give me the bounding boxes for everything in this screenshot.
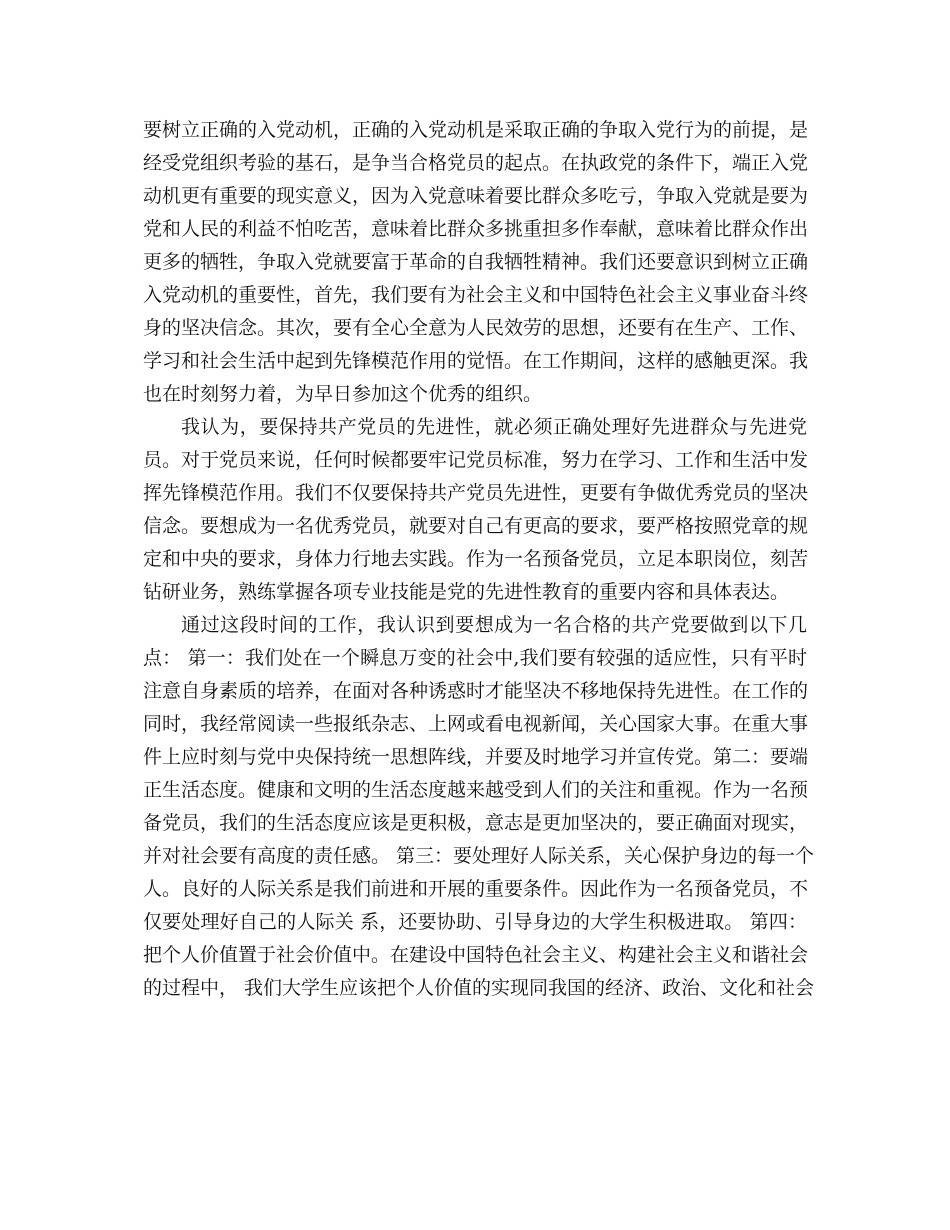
text-line: 员。对于党员来说，任何时候都要牢记党员标准，努力在学习、工作和生活中发 <box>143 449 809 471</box>
text-line: 件上应时刻与党中央保持统一思想阵线，并要及时地学习并宣传党。第二：要端 <box>143 746 809 768</box>
paragraph-2 <box>143 411 807 609</box>
paragraph-3 <box>143 609 815 1005</box>
text-line: 定和中央的要求，身体力行地去实践。作为一名预备党员，立足本职岗位，刻苦 <box>143 548 809 570</box>
text-line: 我认为，要保持共产党员的先进性，就必须正确处理好先进群众与先进党 <box>181 416 807 438</box>
document-body <box>143 114 815 1005</box>
text-line: 也在时刻努力着，为早日参加这个优秀的组织。 <box>143 383 543 405</box>
text-line: 把个人价值置于社会价值中。在建设中国特色社会主义、构建社会主义和谐社会 <box>143 944 809 966</box>
text-line: 注意自身素质的培养，在面对各种诱惑时才能坚决不移地保持先进性。在工作的 <box>143 680 809 702</box>
text-line: 挥先锋模范作用。我们不仅要保持共产党员先进性，更要有争做优秀党员的坚决 <box>143 482 809 504</box>
paragraph-1 <box>143 114 807 411</box>
text-line: 正生活态度。健康和文明的生活态度越来越受到人们的关注和重视。作为一名预 <box>143 779 809 801</box>
text-line: 点： 第一：我们处在一个瞬息万变的社会中,我们要有较强的适应性，只有平时 <box>143 647 807 669</box>
text-line: 身的坚决信念。其次，要有全心全意为人民效劳的思想，还要有在生产、工作、 <box>143 317 809 339</box>
text-line: 信念。要想成为一名优秀党员，就要对自己有更高的要求，要严格按照党章的规 <box>143 515 809 537</box>
text-line: 更多的牺牲，争取入党就要富于革命的自我牺牲精神。我们还要意识到树立正确 <box>143 251 809 273</box>
text-line: 备党员，我们的生活态度应该是更积极，意志是更加坚决的，要正确面对现实， <box>143 812 809 834</box>
text-line: 党和人民的利益不怕吃苦，意味着比群众多挑重担多作奉献，意味着比群众作出 <box>143 218 809 240</box>
text-line: 学习和社会生活中起到先锋模范作用的觉悟。在工作期间，这样的感触更深。我 <box>143 350 809 372</box>
text-line: 同时，我经常阅读一些报纸杂志、上网或看电视新闻，关心国家大事。在重大事 <box>143 713 809 735</box>
text-line: 人。良好的人际关系是我们前进和开展的重要条件。因此作为一名预备党员，不 <box>143 878 809 900</box>
text-line: 入党动机的重要性，首先，我们要有为社会主义和中国特色社会主义事业奋斗终 <box>143 284 809 306</box>
text-line: 经受党组织考验的基石，是争当合格党员的起点。在执政党的条件下，端正入党 <box>143 152 809 174</box>
text-line: 动机更有重要的现实意义，因为入党意味着要比群众多吃亏，争取入党就是要为 <box>143 185 809 207</box>
text-line: 并对社会要有高度的责任感。 第三：要处理好人际关系，关心保护身边的每一个 <box>143 845 815 867</box>
text-line: 的过程中， 我们大学生应该把个人价值的实现同我国的经济、政治、文化和社会 <box>143 977 815 999</box>
text-line: 钻研业务，熟练掌握各项专业技能是党的先进性教育的重要内容和具体表达。 <box>143 581 790 603</box>
text-line: 通过这段时间的工作，我认识到要想成为一名合格的共产党要做到以下几 <box>181 614 807 636</box>
text-line: 仅要处理好自己的人际关 系，还要协助、引导身边的大学生积极进取。 第四： <box>143 911 807 933</box>
text-line: 要树立正确的入党动机，正确的入党动机是采取正确的争取入党行为的前提，是 <box>143 119 809 141</box>
